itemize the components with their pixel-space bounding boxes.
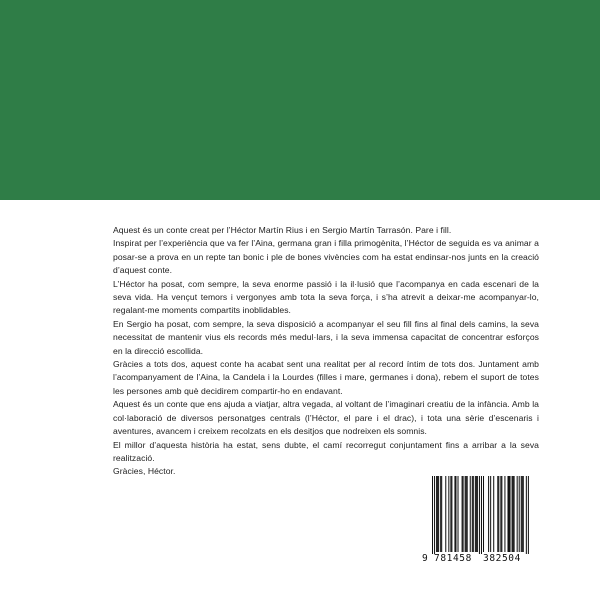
paragraph: En Sergio ha posat, com sempre, la seva disposició a acompanyar el seu fill fins al final dels camins, la seva necessitat de mantenir vius els records més medul·lars, i la seva immensa capacitat de concentrar esforços en la direcció escollida. xyxy=(113,318,539,356)
barcode-bar xyxy=(436,476,437,552)
barcode-guard-bar xyxy=(434,476,435,554)
barcode-bar xyxy=(465,476,466,552)
barcode-bar xyxy=(500,476,501,552)
green-header-band xyxy=(0,0,600,200)
barcode-bar xyxy=(454,476,455,552)
paragraph: L’Héctor ha posat, com sempre, la seva enorme passió i la il·lusió que l’acompanya en cada escenari de la seva vida. Ha vençut temors i vergonyes amb tota la seva força, i s’ha atrevit a deixar-me acompanyar-lo, regalant-me moments compartits inoblidables. xyxy=(113,278,539,316)
barcode-guard-bar xyxy=(432,476,433,554)
barcode-bar xyxy=(463,476,464,552)
barcode-bar xyxy=(438,476,439,552)
barcode-bar xyxy=(522,476,523,552)
barcode-bar xyxy=(488,476,489,552)
barcode-bar xyxy=(466,476,467,552)
paragraph: Gràcies a tots dos, aquest conte ha acabat sent una realitat per al record íntim de tots dos. Juntament amb l’acompanyament de l’Aina, la Candela i la Lourdes (filles i mare, germanes i dona), rebem el suport de totes les persones amb què decidirem compartir-ho en endavant. xyxy=(113,359,539,396)
barcode-left-group: 781458 xyxy=(434,553,472,564)
barcode-bar xyxy=(445,476,446,552)
paragraph: Inspirat per l’experiència que va fer l’Aina, germana gran i filla primogènita, l’Héctor de seguida es va animar a posar-se a prova en un repte tan bonic i ple de bones vivències com ha estat endinsar-nos junts en la creació d’aquest conte. xyxy=(113,238,539,276)
barcode-bar xyxy=(477,476,478,552)
barcode-bar xyxy=(509,476,510,552)
barcode-bar xyxy=(493,476,494,552)
barcode-bar xyxy=(458,476,459,552)
barcode-bar xyxy=(476,476,477,552)
barcode-bar xyxy=(513,476,514,552)
barcode-bar xyxy=(517,476,518,552)
barcode-bar xyxy=(475,476,476,552)
barcode-bar xyxy=(473,476,474,552)
barcode-bar xyxy=(490,476,491,552)
barcode-bars xyxy=(420,474,539,554)
paragraph: Gràcies, Héctor. xyxy=(113,466,176,477)
barcode-bar xyxy=(440,476,441,552)
barcode-bar xyxy=(455,476,456,552)
barcode-bar xyxy=(448,476,449,552)
barcode-guard-bar xyxy=(528,476,529,554)
barcode-guard-bar xyxy=(479,476,480,554)
barcode-bar xyxy=(523,476,524,552)
barcode-bar xyxy=(504,476,505,552)
barcode-guard-bar xyxy=(526,476,527,554)
barcode-bar xyxy=(512,476,513,552)
barcode-bar xyxy=(467,476,468,552)
barcode-guard-bar xyxy=(481,476,482,554)
barcode-bar xyxy=(521,476,522,552)
barcode-bar xyxy=(462,476,463,552)
barcode-bar xyxy=(514,476,515,552)
barcode-bar xyxy=(501,476,502,552)
barcode-bar xyxy=(470,476,471,552)
barcode-bar xyxy=(483,476,484,552)
barcode-first-digit: 9 xyxy=(422,553,428,564)
barcode-bar xyxy=(437,476,438,552)
isbn-barcode xyxy=(420,474,539,566)
barcode-bar xyxy=(507,476,508,552)
paragraph: Aquest és un conte creat per l’Héctor Martín Rius i en Sergio Martín Tarrasón. Pare i fill. xyxy=(113,225,452,235)
barcode-bar xyxy=(519,476,520,552)
barcode-right-group: 382504 xyxy=(483,553,521,564)
barcode-bar xyxy=(450,476,451,552)
barcode-bar xyxy=(451,476,452,552)
paragraph: Aquest és un conte que ens ajuda a viatjar, altra vegada, al voltant de l’imaginari creatiu de la infància. Amb la col·laboració de diversos personatges centrals (l’Héctor, el pare i el drac), i tota una sèrie d’escenaris i aventures, avancem i creixem recolzats en els desitjos que nodreixen els somnis. xyxy=(113,399,539,437)
barcode-bar xyxy=(498,476,499,552)
barcode-bar xyxy=(441,476,442,552)
back-cover-text xyxy=(113,224,539,479)
barcode-bar xyxy=(497,476,498,552)
barcode-bar xyxy=(510,476,511,552)
barcode-bar xyxy=(472,476,473,552)
paragraph: El millor d’aquesta història ha estat, sens dubte, el camí recorregut conjuntament fins a arribar a la seva realització. xyxy=(113,439,539,463)
